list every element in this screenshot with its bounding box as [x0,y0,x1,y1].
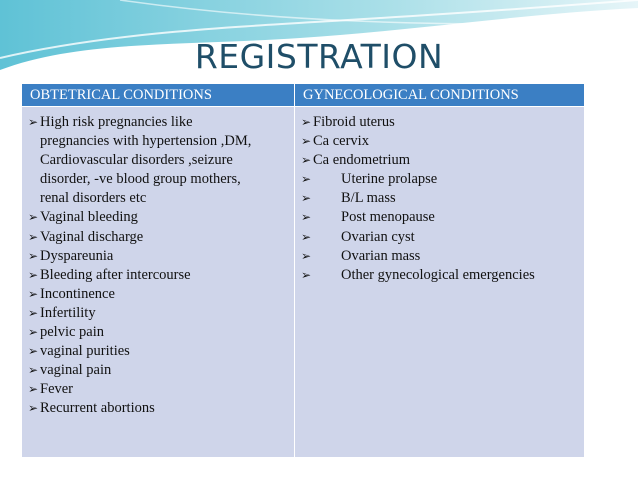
list-item [28,113,288,132]
list-item-text: Dyspareunia [40,247,114,264]
list-item-text: Bleeding after intercourse [40,266,191,283]
list-item-text: High risk pregnancies like [40,114,193,130]
arrow-bullet-icon: ➢ [28,325,39,340]
arrow-bullet-icon: ➢ [301,191,312,206]
arrow-bullet-icon: ➢ [28,363,39,378]
list-item-text: pregnancies with hypertension ,DM, [40,133,252,150]
list-item-text: Ovarian cyst [341,228,415,245]
arrow-bullet-icon: ➢ [301,229,312,244]
arrow-bullet-icon: ➢ [28,286,39,301]
arrow-bullet-icon: ➢ [301,267,312,282]
arrow-bullet-icon: ➢ [301,153,312,168]
header-gynecological: GYNECOLOGICAL CONDITIONS [295,84,585,107]
obstetrical-cell [22,107,295,458]
list-item-text: renal disorders etc [40,190,147,207]
list-item-text: disorder, -ve blood group mothers, [40,171,241,188]
arrow-bullet-icon: ➢ [28,248,39,263]
list-item-text: Other gynecological emergencies [341,266,535,283]
list-item-text: Cardiovascular disorders ,seizure [40,152,233,169]
arrow-bullet-icon: ➢ [28,210,39,225]
list-item [28,399,288,418]
list-item [28,247,288,266]
list-item-text: Vaginal bleeding [40,209,138,226]
arrow-bullet-icon: ➢ [301,115,312,129]
list-item-text: Fever [40,381,74,398]
list-item-text: Ca cervix [313,133,369,150]
gynecological-list [301,113,578,170]
arrow-bullet-icon: ➢ [301,248,312,263]
page-title: REGISTRATION [194,37,444,76]
list-item-text: Recurrent abortions [40,400,155,417]
list-item [301,151,578,170]
list-item-text: Incontinence [40,285,115,302]
list-item-text: vaginal pain [40,362,112,379]
gynecological-cell [295,107,585,458]
list-item-text: Ca endometrium [313,152,411,169]
arrow-bullet-icon: ➢ [301,172,312,187]
list-item [301,113,578,132]
list-item-text: pelvic pain [40,324,105,341]
arrow-bullet-icon: ➢ [28,401,39,416]
header-obstetrical: OBTETRICAL CONDITIONS [22,84,295,107]
arrow-bullet-icon: ➢ [28,115,39,129]
list-item-text: Vaginal discharge [40,228,144,245]
arrow-bullet-icon: ➢ [28,267,39,282]
list-item-text: Fibroid uterus [313,114,395,130]
registration-table [21,83,585,458]
list-item [301,132,578,151]
list-item [28,189,288,208]
list-item-text: Infertility [40,304,96,321]
gynecological-indented-list [301,170,578,285]
arrow-bullet-icon: ➢ [28,305,39,320]
list-item [28,380,288,399]
list-item [301,189,578,208]
list-item [28,228,288,247]
list-item [28,266,288,285]
obstetrical-list [28,113,288,419]
list-item-text: vaginal purities [40,343,130,360]
arrow-bullet-icon: ➢ [28,344,39,359]
list-item [28,323,288,342]
arrow-bullet-icon: ➢ [28,229,39,244]
list-item [301,170,578,189]
list-item [28,208,288,227]
list-item [28,285,288,304]
list-item-text: Uterine prolapse [341,171,438,188]
arrow-bullet-icon: ➢ [301,134,312,149]
list-item [301,228,578,247]
table-row [22,107,585,458]
list-item-text: B/L mass [341,190,396,207]
table-header-row [22,84,585,107]
list-item-text: Post menopause [341,209,435,226]
list-item [28,304,288,323]
list-item [28,361,288,380]
list-item [28,342,288,361]
list-item [301,208,578,227]
list-item [28,132,288,151]
list-item [301,247,578,266]
arrow-bullet-icon: ➢ [301,210,312,225]
list-item [301,266,578,285]
arrow-bullet-icon: ➢ [28,382,39,397]
list-item-text: Ovarian mass [341,247,421,264]
list-item [28,151,288,170]
list-item [28,170,288,189]
